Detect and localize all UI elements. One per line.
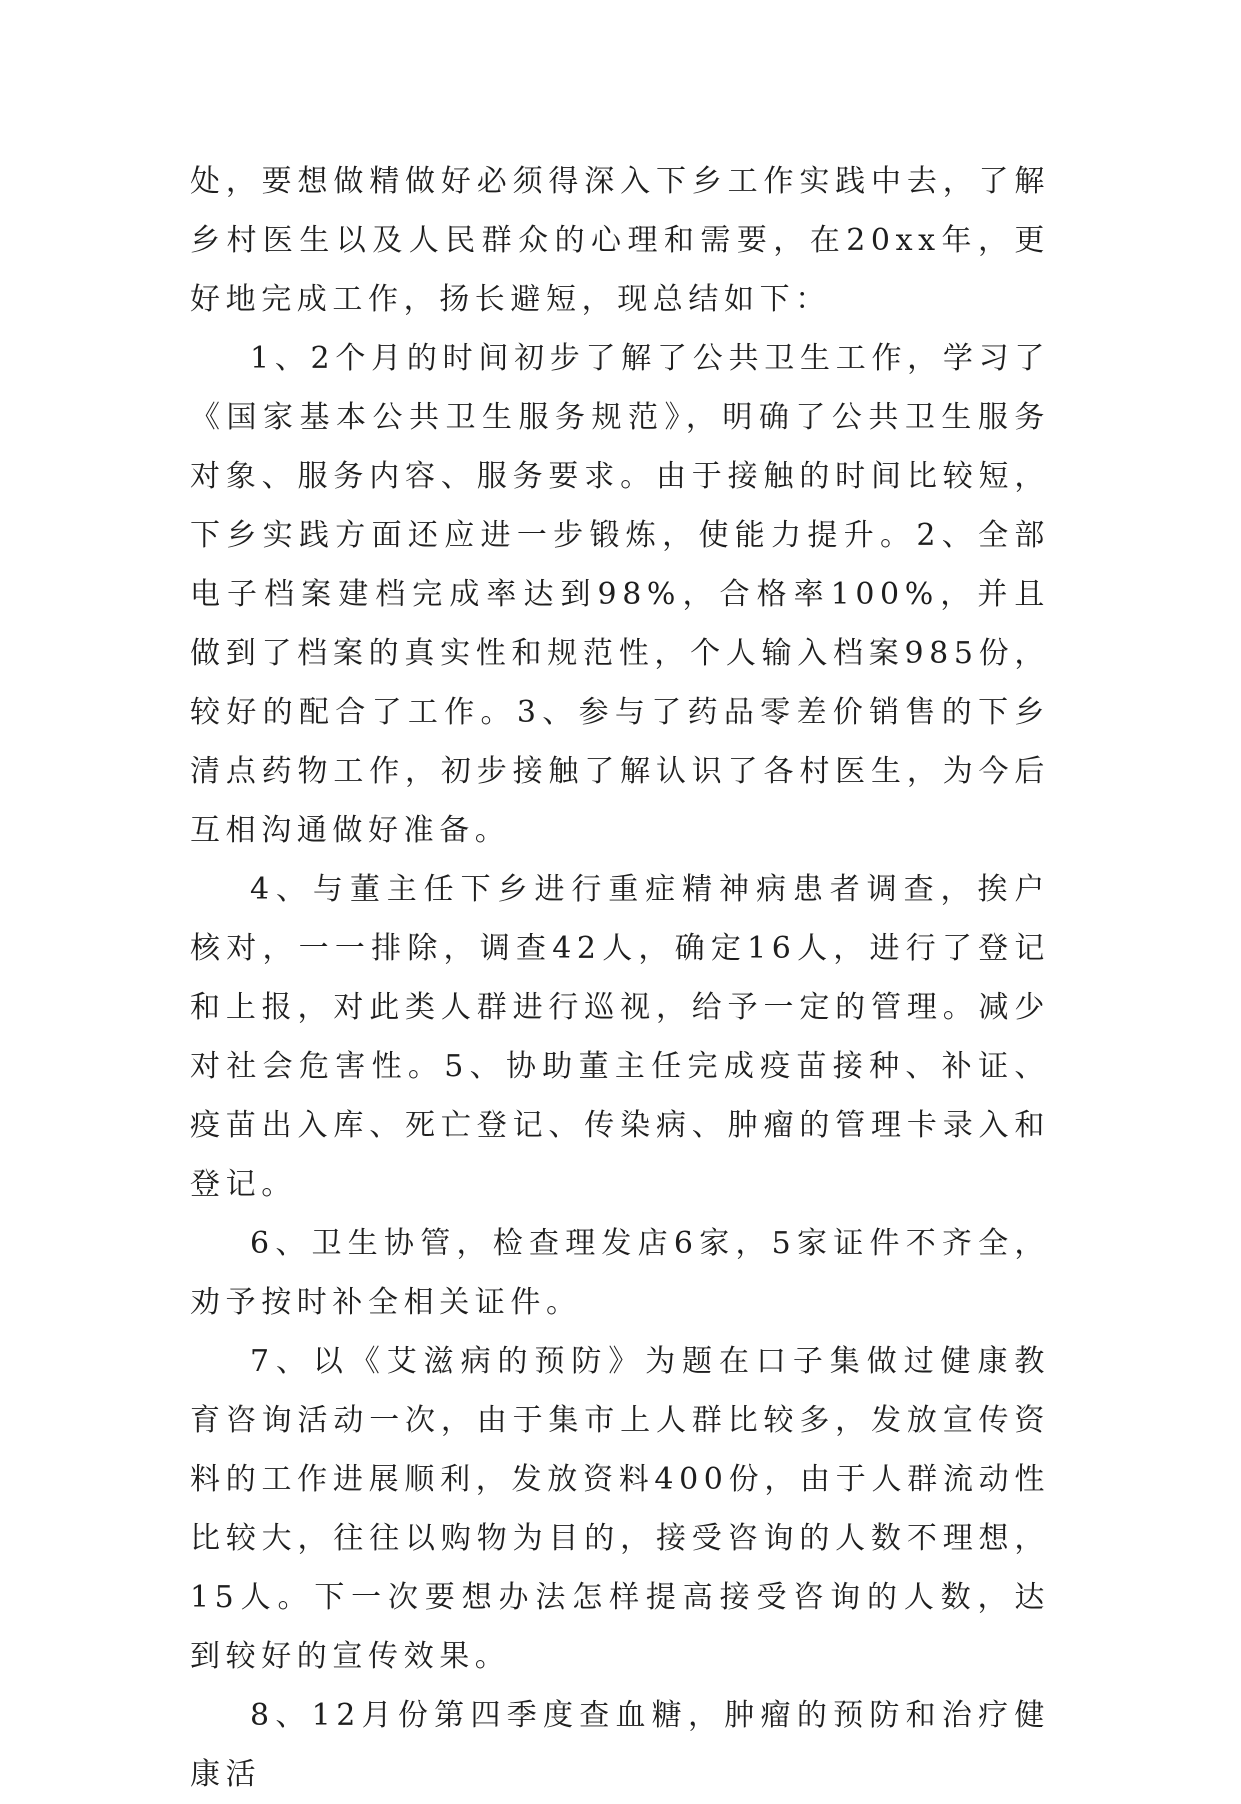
paragraph-item-7: 7、以《艾滋病的预防》为题在口子集做过健康教育咨询活动一次，由于集市上人群比较多，发放宣传资料的工作进展顺利，发放资料400份，由于人群流动性比较大，往往以购物为目的，接受咨询的人数不理想，15人。下一次要想办法怎样提高接受咨询的人数，达到较好的宣传效果。 xyxy=(190,1344,1050,1674)
paragraph-items-4-5: 4、与董主任下乡进行重症精神病患者调查，挨户核对，一一排除，调查42人，确定16人，进行了登记和上报，对此类人群进行巡视，给予一定的管理。减少对社会危害性。5、协助董主任完成疫苗接种、补证、疫苗出入库、死亡登记、传染病、肿瘤的管理卡录入和登记。 xyxy=(190,872,1050,1202)
paragraph-items-1-3: 1、2个月的时间初步了解了公共卫生工作，学习了《国家基本公共卫生服务规范》，明确了公共卫生服务对象、服务内容、服务要求。由于接触的时间比较短，下乡实践方面还应进一步锻炼，使能力提升。2、全部电子档案建档完成率达到98%，合格率100%，并且做到了档案的真实性和规范性，个人输入档案985份，较好的配合了工作。3、参与了药品零差价销售的下乡清点药物工作，初步接触了解认识了各村医生，为今后互相沟通做好准备。 xyxy=(190,341,1050,848)
paragraph-item-8: 8、12月份第四季度查血糖，肿瘤的预防和治疗健康活 xyxy=(190,1698,1050,1792)
paragraph-continuation: 处，要想做精做好必须得深入下乡工作实践中去，了解乡村医生以及人民群众的心理和需要，在20xx年，更好地完成工作，扬长避短，现总结如下： xyxy=(190,164,1050,317)
document-body xyxy=(190,152,1050,1804)
paragraph-item-6: 6、卫生协管，检查理发店6家，5家证件不齐全，劝予按时补全相关证件。 xyxy=(190,1226,1050,1320)
